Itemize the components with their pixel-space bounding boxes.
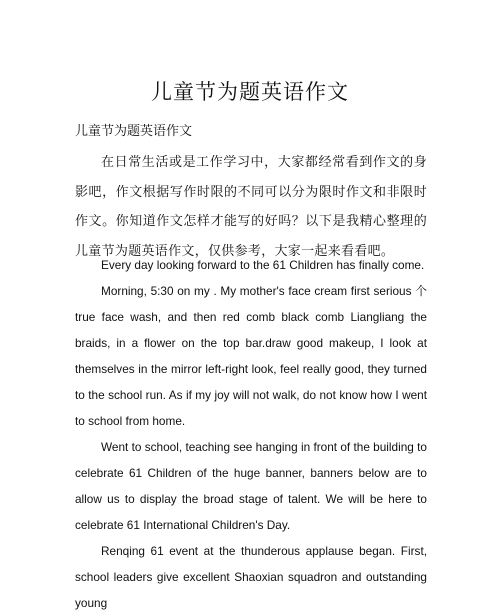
- document-subtitle: 儿童节为题英语作文: [75, 124, 193, 139]
- body-paragraph: Renqing 61 event at the thunderous applause began. First, school leaders give excellent Shaoxian squadron and outstanding young: [75, 544, 427, 610]
- body-paragraph: Morning, 5:30 on my . My mother's face cream first serious 个 true face wash, and then red comb black comb Liangliang the braids, in a flower on the top bar.draw good makeup, I look at themselves in the mirror left-right look, feel really good, they turned to the school run. As if my joy will not walk, do not know how I went to school from home.: [75, 284, 427, 428]
- body-paragraph: Went to school, teaching see hanging in front of the building to celebrate 61 Children of the huge banner, banners below are to allow us to display the broad stage of talent. We will be here to celebrate 61 International Children's Day.: [75, 440, 427, 532]
- body-paragraph: Every day looking forward to the 61 Children has finally come.: [101, 258, 425, 272]
- intro-paragraph: 在日常生活或是工作学习中，大家都经常看到作文的身影吧，作文根据写作时限的不同可以分为限时作文和非限时作文。你知道作文怎样才能写的好吗？以下是我精心整理的儿童节为题英语作文，仅供参考，大家一起来看看吧。: [75, 155, 427, 259]
- english-body: [75, 252, 427, 616]
- document-title: 儿童节为题英语作文: [151, 80, 349, 104]
